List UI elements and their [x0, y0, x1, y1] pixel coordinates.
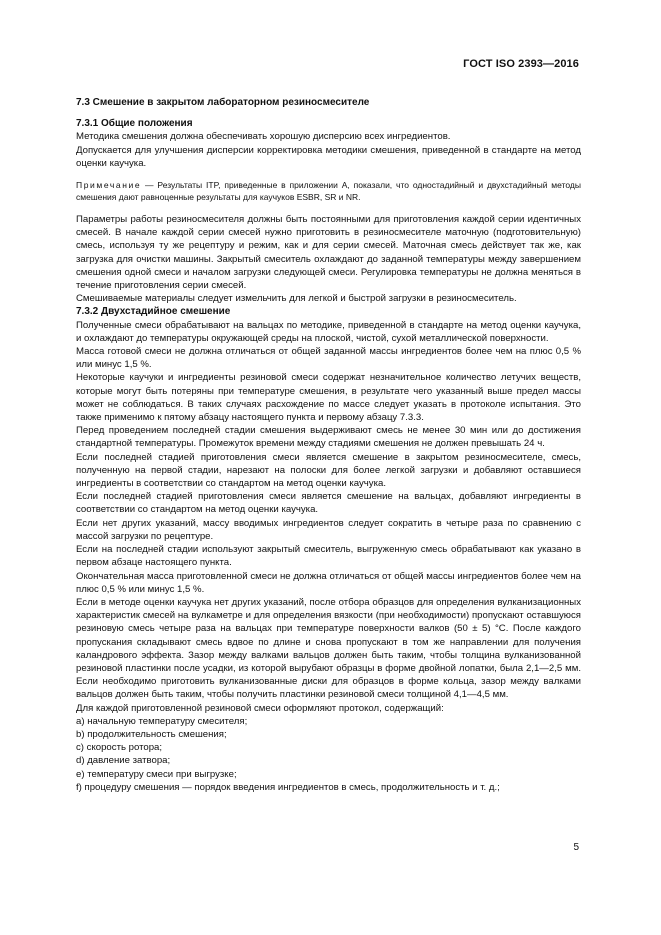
paragraph: Для каждой приготовленной резиновой смеси оформляют протокол, содержащий:: [76, 702, 444, 714]
list-item: e) температуру смеси при выгрузке;: [76, 768, 237, 780]
section-title: 7.3 Смешение в закрытом лабораторном резиносмесителе: [76, 97, 370, 108]
list-item: f) процедуру смешения — порядок введения ингредиентов в смесь, продолжительность и т. д.;: [76, 781, 500, 793]
paragraph: Если в методе оценки каучука нет других указаний, после отбора образцов для определения вулканизационных характеристик смесей на вулкаметре и для определения вязкости (при необходимости) пропускают оставшуюся резиновую смесь четыре раза на вальцах при температуре поверхности валков (50 ± 5) °С. После каждого пропускания складывают смесь вдвое по длине и снова пропускают в том же направлении для получения каландрового эффекта. Зазор между валками вальцов должен быть таким, чтобы толщина вулканизованной резиновой пластинки после усадки, из которой вырубают образцы в форме двойной лопатки, была 2,1—2,5 мм. Если необходимо приготовить вулканизованные диски для образцов в форме кольца, зазор между валками вальцов должен быть таким, чтобы получить пластинки резиновой смеси толщиной 4,1—4,5 мм.: [76, 596, 581, 701]
note-label: Примечание: [76, 180, 142, 191]
subsection-title-7-3-2: 7.3.2 Двухстадийное смешение: [76, 306, 231, 318]
paragraph: Окончательная масса приготовленной смеси не должна отличаться от общей массы ингредиентов более чем на плюс 0,5 % или минус 1,5 %.: [76, 570, 581, 595]
note-text: — Результаты ITP, приведенные в приложении А, показали, что одностадийный и двухстадийный методы смешения дают равноценные результаты для каучуков ESBR, SR и NR.: [76, 180, 581, 202]
paragraph: Некоторые каучуки и ингредиенты резиновой смеси содержат незначительное количество летучих веществ, которые могут быть потеряны при температуре смешения, в результате чего указанный выше предел массы может не соблюдаться. В таких случаях расхождение по массе следует указать в протоколе испытания. Это также применимо к пятому абзацу настоящего пункта и первому абзацу 7.3.3.: [76, 372, 581, 424]
list-item: b) продолжительность смешения;: [76, 728, 227, 740]
paragraph: Допускается для улучшения дисперсии корректировка методики смешения, приведенной в стандарте на метод оценки каучука.: [76, 144, 581, 169]
paragraph: Если последней стадией приготовления смеси является смешение на вальцах, добавляют ингредиенты в соответствии со стандартом на метод оценки каучука.: [76, 491, 581, 516]
list-item: c) скорость ротора;: [76, 742, 163, 754]
list-item: a) начальную температуру смесителя;: [76, 715, 248, 727]
paragraph: Методика смешения должна обеспечивать хорошую дисперсию всех ингредиентов.: [76, 131, 451, 143]
paragraph: Параметры работы резиносмесителя должны быть постоянными для приготовления каждой серии идентичных смесей. В начале каждой серии смесей нужно приготовить в резиносмесителе маточную (подготовительную) смесь, используя ту же рецептуру и режим, как и для серии смесей. Маточная смесь действует так же, как загрузка для очистки машины. Закрытый смеситель охлаждают до заданной температуры между завершением смешения одной смеси и началом загрузки следующей смеси. Регулировка температуры не должна меняться в течение приготовления серии смесей.: [76, 214, 581, 292]
paragraph: Смешиваемые материалы следует измельчить для легкой и быстрой загрузки в резиносмеситель.: [76, 293, 517, 305]
list-item: d) давление затвора;: [76, 755, 171, 767]
paragraph: Если нет других указаний, массу вводимых ингредиентов следует сократить в четыре раза по сравнению с массой загрузки по рецептуре.: [76, 517, 581, 542]
paragraph: Перед проведением последней стадии смешения выдерживают смесь не менее 30 мин или до достижения стандартной температуры. Промежуток времени между стадиями смешения не должен превышать 24 ч.: [76, 425, 581, 450]
subsection-title-7-3-1: 7.3.1 Общие положения: [76, 118, 193, 130]
standard-code-header: ГОСТ ISO 2393—2016: [463, 58, 579, 70]
paragraph: Полученные смеси обрабатывают на вальцах по методике, приведенной в стандарте на метод оценки каучука, и охлаждают до температуры окружающей среды на плоской, чистой, сухой металлической поверхности.: [76, 319, 581, 344]
page-content: [76, 96, 581, 794]
paragraph: Если на последней стадии используют закрытый смеситель, выгруженную смесь обрабатывают как указано в первом абзаце настоящего пункта.: [76, 544, 581, 569]
paragraph: Если последней стадией приготовления смеси является смешение в закрытом резиносмесителе, смесь, полученную на первой стадии, нарезают на полоски для более легкой загрузки и добавляют оставшиеся ингредиенты в соответствии со стандартом на метод оценки каучука.: [76, 451, 581, 490]
paragraph: Масса готовой смеси не должна отличаться от общей заданной массы ингредиентов более чем на плюс 0,5 % или минус 1,5 %.: [76, 346, 581, 371]
note: [76, 180, 581, 203]
page-number: 5: [573, 842, 579, 853]
